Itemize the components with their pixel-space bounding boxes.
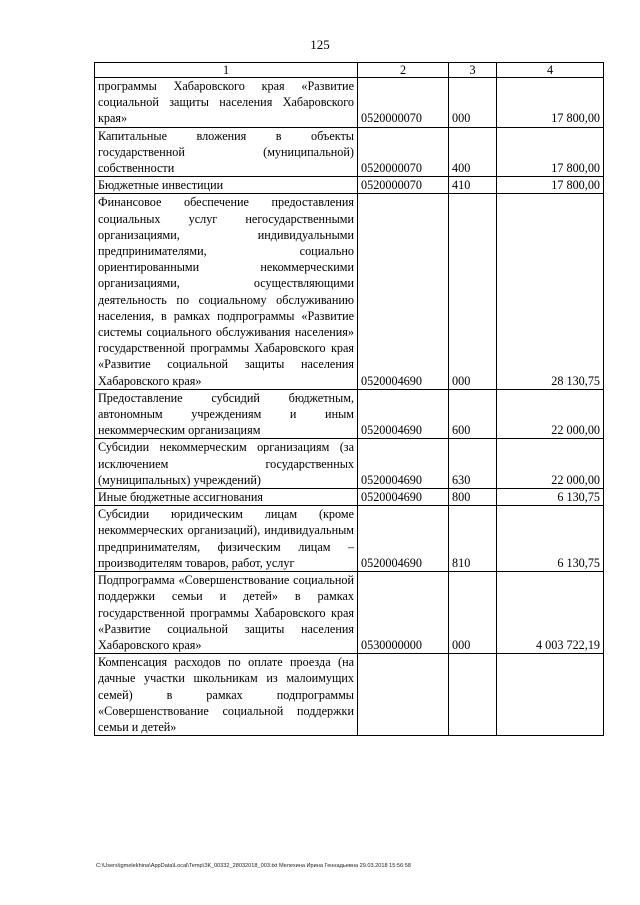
row-vr: 630 [449, 439, 497, 489]
row-vr: 810 [449, 506, 497, 572]
row-vr [449, 654, 497, 736]
row-amount: 6 130,75 [497, 506, 604, 572]
row-code: 0520004690 [358, 389, 449, 439]
row-code: 0520004690 [358, 506, 449, 572]
row-vr: 800 [449, 489, 497, 506]
row-name: Бюджетные инвестиции [95, 177, 358, 194]
row-name: Субсидии некоммерческим организациям (за исключением государственных (муниципальных) учреждений) [95, 439, 358, 489]
row-code: 0520000070 [358, 78, 449, 128]
column-header-name: 1 [95, 63, 358, 78]
row-name: Подпрограмма «Совершенствование социальной поддержки семьи и детей» в рамках государственной программы Хабаровского края «Развитие социальной защиты населения Хабаровского края» [95, 572, 358, 654]
table-row [95, 127, 604, 177]
row-amount: 22 000,00 [497, 389, 604, 439]
row-amount: 6 130,75 [497, 489, 604, 506]
table-row [95, 78, 604, 128]
table-row [95, 506, 604, 572]
row-name: Компенсация расходов по оплате проезда (на дачные участки школьникам из малоимущих семей) в рамках подпрограммы «Совершенствование социальной поддержки семьи и детей» [95, 654, 358, 736]
row-amount: 17 800,00 [497, 127, 604, 177]
row-vr: 000 [449, 78, 497, 128]
row-code: 0520004690 [358, 489, 449, 506]
row-code: 0520004690 [358, 439, 449, 489]
row-amount: 28 130,75 [497, 194, 604, 389]
row-amount: 22 000,00 [497, 439, 604, 489]
row-amount: 17 800,00 [497, 78, 604, 128]
row-name: Предоставление субсидий бюджетным, автономным учреждениям и иным некоммерческим организациям [95, 389, 358, 439]
table-row [95, 389, 604, 439]
row-vr: 000 [449, 572, 497, 654]
row-name: Субсидии юридическим лицам (кроме некоммерческих организаций), индивидуальным предпринимателям, физическим лицам – производителям товаров, работ, услуг [95, 506, 358, 572]
row-vr: 400 [449, 127, 497, 177]
row-code: 0520000070 [358, 127, 449, 177]
table-row [95, 439, 604, 489]
row-name: Капитальные вложения в объекты государственной (муниципальной) собственности [95, 127, 358, 177]
row-name: программы Хабаровского края «Развитие социальной защиты населения Хабаровского края» [95, 78, 358, 128]
table-row [95, 194, 604, 389]
page-number: 125 [310, 37, 330, 52]
column-header-amount: 4 [497, 63, 604, 78]
row-name: Финансовое обеспечение предоставления социальных услуг негосударственными организациями, индивидуальными предпринимателями, социально ориентированными некоммерческими организациями, осуществляющими деятельность по социальному обслуживанию населения, в рамках подпрограммы «Развитие системы социального обслуживания населения» государственной программы Хабаровского края «Развитие социальной защиты населения Хабаровского края» [95, 194, 358, 389]
row-code [358, 654, 449, 736]
row-code: 0520000070 [358, 177, 449, 194]
table-row [95, 572, 604, 654]
row-amount: 4 003 722,19 [497, 572, 604, 654]
footer-file-path: C:\Users\igmelekhina\AppData\Local\Temp\ЗК_00332_28032018_003.txt Мелехина Ирина Геннадьевна 29.03.2018 15:56:58 [96, 863, 411, 869]
table-row [95, 489, 604, 506]
table-header-row [95, 63, 604, 78]
row-name: Иные бюджетные ассигнования [95, 489, 358, 506]
row-code: 0520004690 [358, 194, 449, 389]
table-row [95, 177, 604, 194]
column-header-code: 2 [358, 63, 449, 78]
budget-table [94, 62, 604, 736]
row-code: 0530000000 [358, 572, 449, 654]
row-vr: 000 [449, 194, 497, 389]
table-row [95, 654, 604, 736]
row-amount: 17 800,00 [497, 177, 604, 194]
column-header-vr: 3 [449, 63, 497, 78]
row-vr: 600 [449, 389, 497, 439]
row-vr: 410 [449, 177, 497, 194]
row-amount [497, 654, 604, 736]
